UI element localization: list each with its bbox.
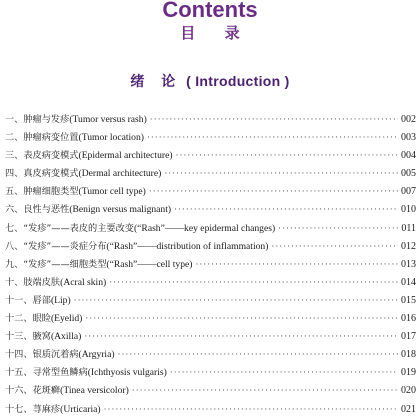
toc-entry-page: 012 <box>401 240 416 252</box>
toc-entry-number: 十一、 <box>5 294 33 306</box>
toc-entry-number: 十五、 <box>5 367 33 379</box>
toc-entry-page: 002 <box>401 114 416 125</box>
contents-title: Contents <box>162 0 258 22</box>
toc-leader-dots <box>271 238 398 256</box>
toc-entry-title <box>23 274 106 292</box>
toc-entry-title-en: (“Rash”——key epidermal changes) <box>133 222 276 234</box>
toc-entry-title-en: (Eyelid) <box>50 313 83 325</box>
toc-entry[interactable] <box>5 129 416 147</box>
toc-entry-title <box>23 220 275 238</box>
toc-entry-title-zh: “发疹”——表皮的主要改变 <box>23 222 134 234</box>
toc-entry[interactable] <box>5 274 416 292</box>
toc-leader-dots <box>278 220 398 238</box>
toc-entry-title-zh: 花斑癣 <box>32 385 61 397</box>
toc-entry-page: 005 <box>401 168 416 180</box>
toc-entry-title-en: (Argyria) <box>78 349 115 361</box>
toc-entry-title-en: (Ichthyosis vulgaris) <box>87 367 167 379</box>
toc-entry-title-zh: 唇部 <box>32 294 51 306</box>
toc-entry[interactable] <box>5 165 416 183</box>
toc-entry-title <box>23 183 145 201</box>
toc-leader-dots <box>84 328 398 346</box>
toc-leader-dots <box>174 201 398 219</box>
toc-entry-page: 004 <box>401 150 416 162</box>
toc-entry-title-zh: 腋窝 <box>32 331 51 343</box>
toc-entry[interactable] <box>5 364 416 382</box>
toc-entry-number: 五、 <box>5 186 24 198</box>
toc-leader-dots <box>150 111 398 129</box>
section-title-zh: 绪 论 <box>130 74 182 90</box>
toc-entry-page: 003 <box>401 132 416 144</box>
toc-entry-title-zh: 眼睑 <box>32 313 51 325</box>
toc-entry-number: 二、 <box>5 132 24 144</box>
toc-entry-number: 三、 <box>5 150 24 162</box>
toc-entry-title-zh: “发疹”——细胞类型 <box>23 258 107 270</box>
toc-entry[interactable] <box>5 147 416 165</box>
toc-entry[interactable] <box>5 310 416 328</box>
toc-entry-number: 十四、 <box>5 349 33 361</box>
toc-entry[interactable] <box>5 328 416 346</box>
toc-entry-title-en: (Epidermal architecture) <box>78 150 173 162</box>
toc-entry-title <box>23 165 161 183</box>
toc-entry-number: 九、 <box>5 258 24 270</box>
toc-entry[interactable] <box>5 382 416 400</box>
toc-entry-title-zh: 肿瘤与发疹 <box>23 114 70 125</box>
toc-entry-title <box>23 201 171 219</box>
toc-entry-page: 010 <box>401 204 416 216</box>
toc-entry-page: 017 <box>401 331 416 343</box>
toc-entry-title-en: (Acral skin) <box>60 276 107 288</box>
toc-entry-title <box>23 129 144 147</box>
toc-entry-title-zh: 肿瘤细胞类型 <box>23 186 79 198</box>
toc-entry-title <box>33 401 101 419</box>
toc-entry-title <box>23 238 268 256</box>
toc-entry-title <box>33 382 129 400</box>
toc-entry-page: 015 <box>401 294 416 306</box>
toc-entry-title-en: (Axilla) <box>50 331 82 343</box>
toc-entry-title-zh: “发疹”——炎症分布 <box>23 240 107 252</box>
toc-entry[interactable] <box>5 292 416 310</box>
toc-entry-title-en: (Tumor cell type) <box>78 186 146 198</box>
toc-leader-dots <box>170 364 398 382</box>
toc-entry-title-en: (Lip) <box>50 294 71 306</box>
toc-entry-number: 十七、 <box>5 403 33 415</box>
toc-entry-page: 014 <box>401 276 416 288</box>
toc-entry-title-en: (Urticaria) <box>60 403 101 415</box>
toc-entry[interactable] <box>5 183 416 201</box>
toc-leader-dots <box>85 310 398 328</box>
toc-entry-title <box>33 292 71 310</box>
toc-entry-number: 十六、 <box>5 385 33 397</box>
toc-entry-number: 六、 <box>5 204 24 216</box>
section-title-en: ( Introduction ) <box>186 73 290 89</box>
toc-entry-number: 七、 <box>5 222 24 234</box>
toc-leader-dots <box>132 382 398 400</box>
toc-entry-title-en: (Dermal architecture) <box>78 168 162 180</box>
toc-entry-title <box>33 310 83 328</box>
toc-entry-title-zh: 寻常型鱼鳞病 <box>32 367 88 379</box>
toc-leader-dots <box>164 165 398 183</box>
toc-leader-dots <box>149 183 398 201</box>
toc-leader-dots <box>104 401 398 419</box>
toc-entry-page: 011 <box>401 222 416 234</box>
toc-leader-dots <box>74 292 398 310</box>
toc-entry-page: 007 <box>401 186 416 198</box>
toc-leader-dots <box>176 147 398 165</box>
toc-entry-title-zh: 真皮病变模式 <box>23 168 79 180</box>
toc-entry[interactable] <box>5 256 416 274</box>
toc-entry-title-zh: 表皮病变模式 <box>23 150 79 162</box>
toc-entry-title-zh: 良性与恶性 <box>23 204 70 216</box>
toc-entry-title-en: (“Rash”——cell type) <box>106 258 193 270</box>
toc-entry-page: 016 <box>401 313 416 325</box>
toc-entry-title <box>33 346 115 364</box>
toc-entry-page: 013 <box>401 258 416 270</box>
toc-entry-number: 八、 <box>5 240 24 252</box>
toc-entry-title-en: (Tumor location) <box>78 132 144 144</box>
toc-entry-page: 018 <box>401 349 416 361</box>
toc-entry-title-zh: 荨麻疹 <box>32 403 61 415</box>
toc-entry-number: 十二、 <box>5 313 33 325</box>
toc-entry-title <box>33 328 82 346</box>
toc-entry-title <box>23 111 146 129</box>
toc-leader-dots <box>195 256 398 274</box>
toc-entry[interactable] <box>5 238 416 256</box>
toc-entry[interactable] <box>5 220 416 238</box>
toc-entry[interactable] <box>5 346 416 364</box>
section-heading <box>0 72 420 91</box>
toc-entry-page: 021 <box>401 403 416 415</box>
toc-entry-title-zh: 肿瘤病变位置 <box>23 132 79 144</box>
contents-subtitle: 目 录 <box>180 24 252 42</box>
toc-entry-title-en: (Benign versus malignant) <box>69 204 172 216</box>
toc-entry-number: 十、 <box>5 276 24 288</box>
toc-leader-dots <box>118 346 398 364</box>
toc-entry-title <box>33 364 167 382</box>
page-header <box>0 0 420 42</box>
toc-entry-number: 十三、 <box>5 331 33 343</box>
toc-entry-page: 019 <box>401 367 416 379</box>
toc-entry-title-en: (Tinea versicolor) <box>60 385 129 397</box>
toc-entry-title-en: (“Rash”——distribution of inflammation) <box>106 240 269 252</box>
toc-entry[interactable] <box>5 401 416 419</box>
toc-entry-title-zh: 肢端皮肤 <box>23 276 61 288</box>
toc-entry[interactable] <box>5 201 416 219</box>
toc-list <box>5 111 416 419</box>
toc-entry-title-en: (Tumor versus rash) <box>69 114 147 125</box>
toc-entry-number: 四、 <box>5 168 24 180</box>
toc-entry-title-zh: 银质沉着病 <box>32 349 79 361</box>
toc-leader-dots <box>109 274 398 292</box>
toc-entry[interactable] <box>5 111 416 129</box>
toc-entry-page: 020 <box>401 385 416 397</box>
toc-entry-title <box>23 256 192 274</box>
toc-entry-title <box>23 147 172 165</box>
toc-entry-number: 一、 <box>5 114 24 125</box>
toc-leader-dots <box>147 129 398 147</box>
